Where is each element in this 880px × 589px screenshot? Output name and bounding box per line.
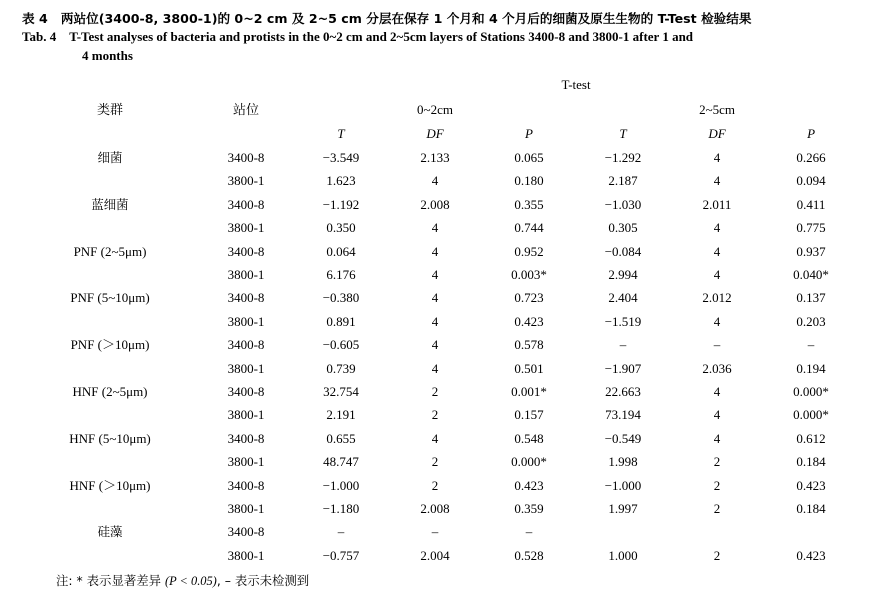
cell-df-layer2: 4 — [713, 266, 721, 282]
cell-station: 3800-1 — [227, 360, 265, 376]
cell-group: HNF (2~5μm) — [72, 384, 148, 399]
cell-df-layer2: 2 — [713, 547, 721, 563]
cell-t-layer1: 32.754 — [323, 384, 359, 399]
cell-t-layer2: 73.194 — [605, 407, 641, 423]
cell-p-layer1: 0.180 — [514, 173, 544, 189]
cell-station: 3800-1 — [227, 407, 265, 423]
cell-df-layer1: 4 — [431, 243, 439, 259]
cell-df-layer2: 4 — [713, 313, 721, 329]
table-row — [22, 474, 858, 497]
cell-group: HNF (＞10μm) — [69, 477, 151, 493]
table-row — [22, 403, 858, 426]
cell-t-layer2: 2.187 — [608, 173, 638, 189]
header-stat-df-2: DF — [708, 125, 726, 141]
cell-station: 3800-1 — [227, 313, 265, 329]
cell-p-layer2: 0.184 — [796, 501, 826, 517]
note-text-2: , – 表示未检测到 — [216, 573, 310, 589]
cell-df-layer1: 2.004 — [420, 547, 450, 563]
cell-p-layer1: 0.548 — [514, 430, 544, 446]
cell-t-layer2: 0.305 — [608, 220, 638, 236]
cell-df-layer2: 2 — [713, 454, 721, 470]
cell-p-layer1: 0.000* — [511, 454, 547, 470]
cell-df-layer1: 2 — [431, 477, 439, 493]
cell-p-layer1: 0.423 — [514, 477, 544, 493]
table-row — [22, 216, 858, 239]
table-row — [22, 450, 858, 473]
ttest-table — [22, 72, 858, 567]
cell-p-layer1: 0.501 — [514, 360, 544, 376]
cell-df-layer2 — [670, 520, 764, 543]
header-layer-2-5cm: 2~5cm — [699, 101, 735, 117]
table-row — [22, 427, 858, 450]
header-layer-0-2cm: 0~2cm — [417, 101, 453, 117]
cell-df-layer2: 2 — [713, 477, 721, 493]
note-statistic: (P < 0.05) — [164, 574, 217, 589]
cell-df-layer2: 4 — [713, 384, 721, 399]
table-row — [22, 380, 858, 403]
cell-p-layer1: 0.423 — [514, 313, 544, 329]
cell-p-layer2: 0.775 — [796, 220, 826, 236]
cell-t-layer2: −1.000 — [604, 477, 642, 493]
cell-group: 细菌 — [97, 149, 123, 165]
cell-t-layer2: −1.292 — [604, 149, 642, 165]
cell-t-layer1: 0.891 — [326, 313, 356, 329]
cell-t-layer1: 0.350 — [326, 220, 356, 236]
caption-english-label: Tab. 4 — [22, 29, 57, 45]
cell-p-layer2: – — [807, 337, 815, 353]
cell-station: 3400-8 — [227, 384, 265, 399]
table-row — [22, 544, 858, 567]
cell-station: 3800-1 — [227, 501, 265, 517]
cell-t-layer2: −1.907 — [604, 360, 642, 376]
caption-chinese-text: 两站位(3400-8, 3800-1)的 0~2 cm 及 2~5 cm 分层在保存 1 个月和 4 个月后的细菌及原生生物的 T-Test 检验结果 — [60, 11, 752, 26]
cell-p-layer2: 0.423 — [796, 547, 826, 563]
cell-p-layer2: 0.000* — [793, 384, 829, 399]
cell-t-layer1: −1.000 — [322, 477, 360, 493]
cell-p-layer2: 0.266 — [796, 149, 826, 165]
cell-group — [22, 169, 198, 192]
header-stat-t-1: T — [337, 125, 345, 141]
cell-df-layer2: – — [713, 337, 721, 353]
cell-df-layer2: 4 — [713, 149, 721, 165]
cell-t-layer2: −1.030 — [604, 196, 642, 212]
cell-t-layer2: −1.519 — [604, 313, 642, 329]
cell-df-layer2: 2.012 — [702, 290, 732, 306]
table-note — [22, 571, 858, 589]
caption-english — [22, 28, 858, 47]
cell-p-layer2: 0.040* — [793, 266, 829, 282]
header-stat-df-1: DF — [426, 125, 444, 141]
cell-p-layer2: 0.137 — [796, 290, 826, 306]
cell-station: 3400-8 — [227, 477, 265, 493]
cell-group: PNF (＞10μm) — [70, 337, 150, 353]
cell-p-layer2: 0.184 — [796, 454, 826, 470]
table-row — [22, 146, 858, 169]
cell-p-layer2 — [764, 520, 858, 543]
cell-p-layer2: 0.000* — [793, 407, 829, 423]
cell-t-layer2: 1.998 — [608, 454, 638, 470]
cell-p-layer1: 0.355 — [514, 196, 544, 212]
cell-df-layer2: 4 — [713, 220, 721, 236]
cell-t-layer2: 2.404 — [608, 290, 638, 306]
cell-station: 3400-8 — [227, 196, 265, 212]
caption-english-line2: 4 months — [82, 48, 133, 64]
cell-df-layer1: 4 — [431, 173, 439, 189]
cell-t-layer1: −3.549 — [322, 149, 360, 165]
cell-t-layer1: −1.192 — [322, 196, 360, 212]
cell-df-layer1: 2.133 — [420, 149, 450, 165]
cell-p-layer2: 0.094 — [796, 173, 826, 189]
cell-df-layer2: 4 — [713, 407, 721, 423]
cell-group: PNF (5~10μm) — [70, 290, 150, 306]
cell-station: 3400-8 — [227, 524, 265, 540]
cell-p-layer1: 0.003* — [511, 266, 547, 282]
table-body — [22, 146, 858, 567]
cell-p-layer2: 0.423 — [796, 477, 826, 493]
cell-p-layer2: 0.411 — [796, 196, 826, 212]
cell-t-layer1: 6.176 — [326, 266, 356, 282]
cell-p-layer1: 0.723 — [514, 290, 544, 306]
header-stat-p-2: P — [807, 125, 816, 141]
table-row — [22, 310, 858, 333]
cell-df-layer1: 4 — [431, 313, 439, 329]
note-text-1: * 表示显著差异 — [76, 573, 162, 589]
cell-df-layer1: 4 — [431, 266, 439, 282]
table-row — [22, 357, 858, 380]
cell-group — [22, 263, 198, 286]
cell-df-layer1: 2.008 — [420, 196, 450, 212]
cell-p-layer1: 0.744 — [514, 220, 544, 236]
cell-group — [22, 450, 198, 473]
cell-p-layer2: 0.612 — [796, 430, 826, 446]
cell-df-layer1: 2.008 — [420, 501, 450, 517]
cell-p-layer2: 0.194 — [796, 360, 826, 376]
table-row — [22, 497, 858, 520]
cell-group: 硅藻 — [97, 524, 123, 540]
header-row-ttest — [22, 72, 858, 98]
cell-t-layer1: −0.605 — [322, 337, 360, 353]
cell-p-layer1: 0.001* — [511, 384, 547, 399]
cell-df-layer2: 4 — [713, 243, 721, 259]
header-stat-t-2: T — [619, 125, 627, 141]
cell-station: 3400-8 — [227, 430, 265, 446]
table-row — [22, 333, 858, 356]
cell-df-layer1: 4 — [431, 360, 439, 376]
cell-p-layer1: 0.528 — [514, 547, 544, 563]
cell-p-layer1: – — [525, 524, 533, 540]
table-caption — [22, 10, 858, 66]
cell-df-layer1: 4 — [431, 220, 439, 236]
cell-station: 3400-8 — [227, 290, 265, 306]
table-row — [22, 193, 858, 216]
table-row — [22, 240, 858, 263]
cell-p-layer2: 0.203 — [796, 313, 826, 329]
note-prefix: 注: — [56, 573, 73, 589]
header-group: 类群 — [96, 103, 123, 119]
cell-p-layer1: 0.952 — [514, 243, 544, 259]
cell-group — [22, 357, 198, 380]
cell-t-layer2: 22.663 — [605, 384, 641, 399]
cell-df-layer1: 2 — [431, 407, 439, 423]
cell-t-layer2: – — [619, 337, 627, 353]
cell-p-layer1: 0.157 — [514, 407, 544, 423]
cell-station: 3800-1 — [227, 547, 265, 563]
cell-df-layer1: 2 — [431, 384, 439, 399]
cell-df-layer1: – — [431, 524, 439, 540]
header-stat-p-1: P — [525, 125, 533, 141]
cell-df-layer1: 4 — [431, 337, 439, 353]
table-row — [22, 263, 858, 286]
cell-group — [22, 403, 198, 426]
cell-p-layer1: 0.578 — [514, 337, 544, 353]
cell-station: 3800-1 — [227, 173, 265, 189]
cell-t-layer2: −0.084 — [604, 243, 642, 259]
cell-df-layer2: 4 — [713, 430, 721, 446]
cell-station: 3400-8 — [227, 149, 265, 165]
cell-station: 3800-1 — [227, 220, 265, 236]
caption-chinese-label: 表 4 — [22, 11, 48, 26]
cell-df-layer2: 2 — [713, 501, 721, 517]
cell-t-layer1: 0.655 — [326, 430, 356, 446]
cell-t-layer1: −0.380 — [322, 290, 360, 306]
table-row — [22, 520, 858, 543]
cell-df-layer2: 4 — [713, 173, 721, 189]
cell-t-layer1: −1.180 — [322, 501, 360, 517]
cell-df-layer1: 4 — [431, 430, 439, 446]
cell-group — [22, 216, 198, 239]
cell-t-layer1: 0.064 — [326, 243, 356, 259]
cell-group — [22, 497, 198, 520]
cell-p-layer1: 0.359 — [514, 501, 544, 517]
cell-t-layer1: – — [337, 524, 345, 540]
cell-p-layer2: 0.937 — [796, 243, 826, 259]
cell-df-layer1: 2 — [431, 454, 439, 470]
cell-t-layer1: 1.623 — [326, 173, 356, 189]
cell-station: 3800-1 — [227, 266, 265, 282]
cell-df-layer2: 2.011 — [702, 196, 732, 212]
cell-df-layer2: 2.036 — [702, 360, 732, 376]
table-head — [22, 72, 858, 146]
cell-t-layer1: 48.747 — [323, 454, 359, 470]
header-station: 站位 — [232, 103, 259, 119]
cell-t-layer2: 2.994 — [608, 266, 638, 282]
table-row — [22, 169, 858, 192]
cell-t-layer1: 2.191 — [326, 407, 356, 423]
cell-df-layer1: 4 — [431, 290, 439, 306]
header-ttest: T-test — [561, 76, 591, 92]
cell-group: PNF (2~5μm) — [73, 243, 147, 259]
table-row — [22, 286, 858, 309]
cell-t-layer2: 1.997 — [608, 501, 638, 517]
cell-p-layer1: 0.065 — [514, 149, 544, 165]
cell-group: HNF (5~10μm) — [69, 430, 151, 446]
cell-station: 3800-1 — [227, 454, 265, 470]
cell-group — [22, 544, 198, 567]
cell-station: 3400-8 — [227, 243, 265, 259]
cell-station: 3400-8 — [227, 337, 265, 353]
cell-t-layer2: −0.549 — [604, 430, 642, 446]
cell-t-layer1: −0.757 — [322, 547, 360, 563]
cell-group — [22, 310, 198, 333]
caption-english-line1: T-Test analyses of bacteria and protists in the 0~2 cm and 2~5cm layers of Stations 3400-8 and 3800-1 after 1 and — [69, 29, 694, 45]
cell-group: 蓝细菌 — [91, 196, 129, 212]
cell-t-layer2 — [576, 520, 670, 543]
cell-t-layer2: 1.000 — [608, 547, 638, 563]
caption-chinese — [22, 10, 858, 28]
cell-t-layer1: 0.739 — [326, 360, 356, 376]
